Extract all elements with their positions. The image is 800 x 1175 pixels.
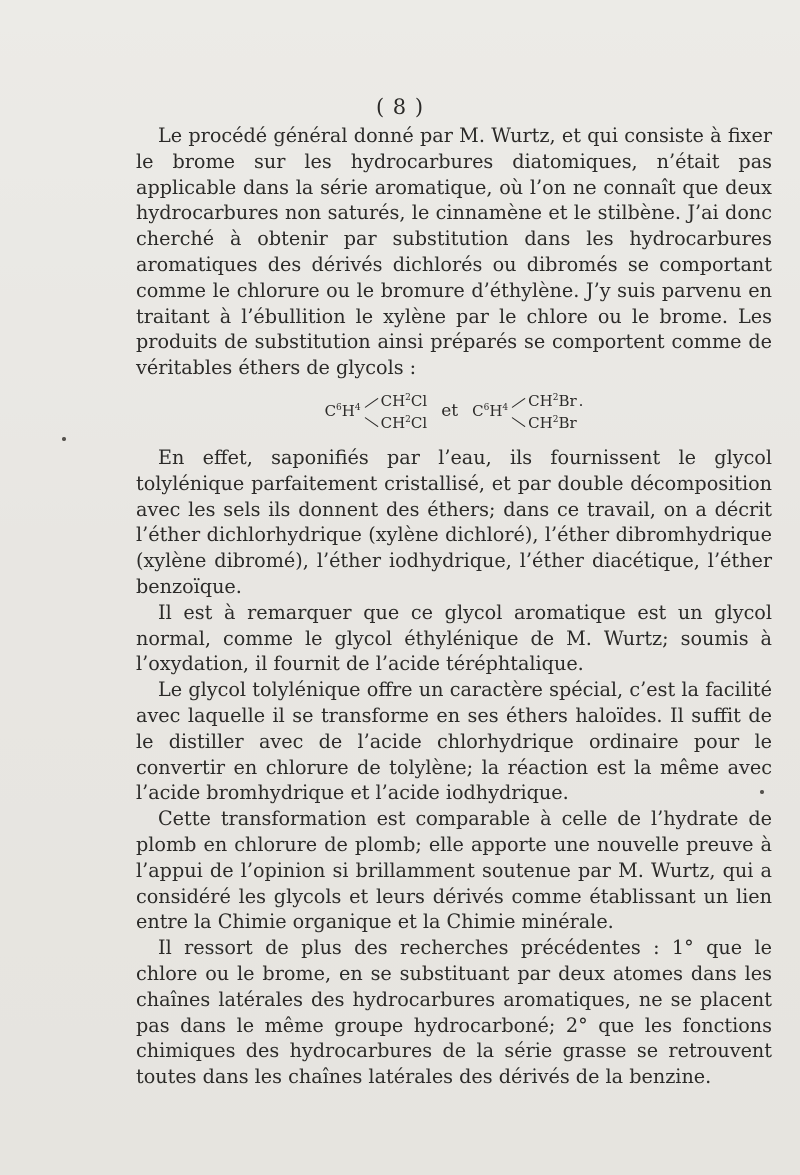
- paragraph-1: Le procédé général donné par M. Wurtz, et qui consiste à fixer le brome sur les hydrocarbures diatomiques, n’était pas applicable dans la série aromatique, où l’on ne connaît que deux hydrocarbures non saturés, le cinnamène et le stilbène. J’ai donc cherché à obtenir par substitution dans les hydrocarbures aromatiques des dérivés dichlorés ou dibromés se comportant comme le chlorure ou le bromure d’éthylène. J’y suis parvenu en traitant à l’ébullition le xylène par le chlore ou le brome. Les produits de substitution ainsi préparés se comportent comme de véritables éthers de glycols :: [136, 124, 772, 380]
- body-text: [136, 123, 772, 1090]
- speck-mark: [62, 437, 66, 441]
- formula-branches: [363, 390, 428, 434]
- paragraph-5: Cette transformation est comparable à celle de l’hydrate de plomb en chlorure de plomb; elle apporte une nouvelle preuve à l’appui de l’opinion si brillamment soutenue par M. Wurtz, qui a considéré les glycols et leurs dérivés comme établissant un lien entre la Chimie organique et la Chimie minérale.: [136, 807, 772, 934]
- formula-branches: [510, 390, 583, 434]
- chemical-formula: [136, 383, 772, 441]
- formula-conjunction: et: [441, 401, 459, 422]
- formula-bottom-group: $CH^2Cl$: [380, 413, 428, 432]
- paragraph-6: Il ressort de plus des recherches précédentes : 1° que le chlore ou le brome, en se substituant par deux atomes dans les chaînes latérales des hydrocarbures aromatiques, ne se placent pas dans le même groupe hydrocarboné; 2° que les fonctions chimiques des hydrocarbures de la série grasse se retrouvent toutes dans les chaînes latérales des dérivés de la benzine.: [136, 936, 772, 1089]
- speck-mark: [760, 790, 764, 794]
- formula-top-group: $CH^2Br$ .: [528, 391, 584, 410]
- paragraph-4: Le glycol tolylénique offre un caractère spécial, c’est la facilité avec laquelle il se transforme en ses éthers haloïdes. Il suffit de le distiller avec de l’acide chlorhydrique ordinaire pour le convertir en chlorure de tolylène; la réaction est la même avec l’acide bromhydrique et l’acide iodhydrique.: [136, 678, 772, 805]
- formula-dichloro: [325, 390, 428, 434]
- formula-base: $C^6H^4$: [472, 402, 509, 421]
- formula-dibromo: [472, 390, 583, 434]
- paragraph-2: En effet, saponifiés par l’eau, ils fournissent le glycol tolylénique parfaitement cristallisé, et par double décomposition avec les sels ils donnent des éthers; dans ce travail, on a décrit l’éther dichlorhydrique (xylène dichloré), l’éther dibromhydrique (xylène dibromé), l’éther iodhydrique, l’éther diacétique, l’éther benzoïque.: [136, 445, 772, 598]
- formula-base: $C^6H^4$: [324, 402, 361, 421]
- paragraph-3: Il est à remarquer que ce glycol aromatique est un glycol normal, comme le glycol éthylénique de M. Wurtz; soumis à l’oxydation, il fournit de l’acide téréphtalique.: [136, 600, 772, 676]
- formula-top-group: $CH^2Cl$: [380, 391, 428, 410]
- formula-bottom-group: $CH^2Br$: [528, 413, 577, 432]
- page-number: ( 8 ): [375, 95, 425, 119]
